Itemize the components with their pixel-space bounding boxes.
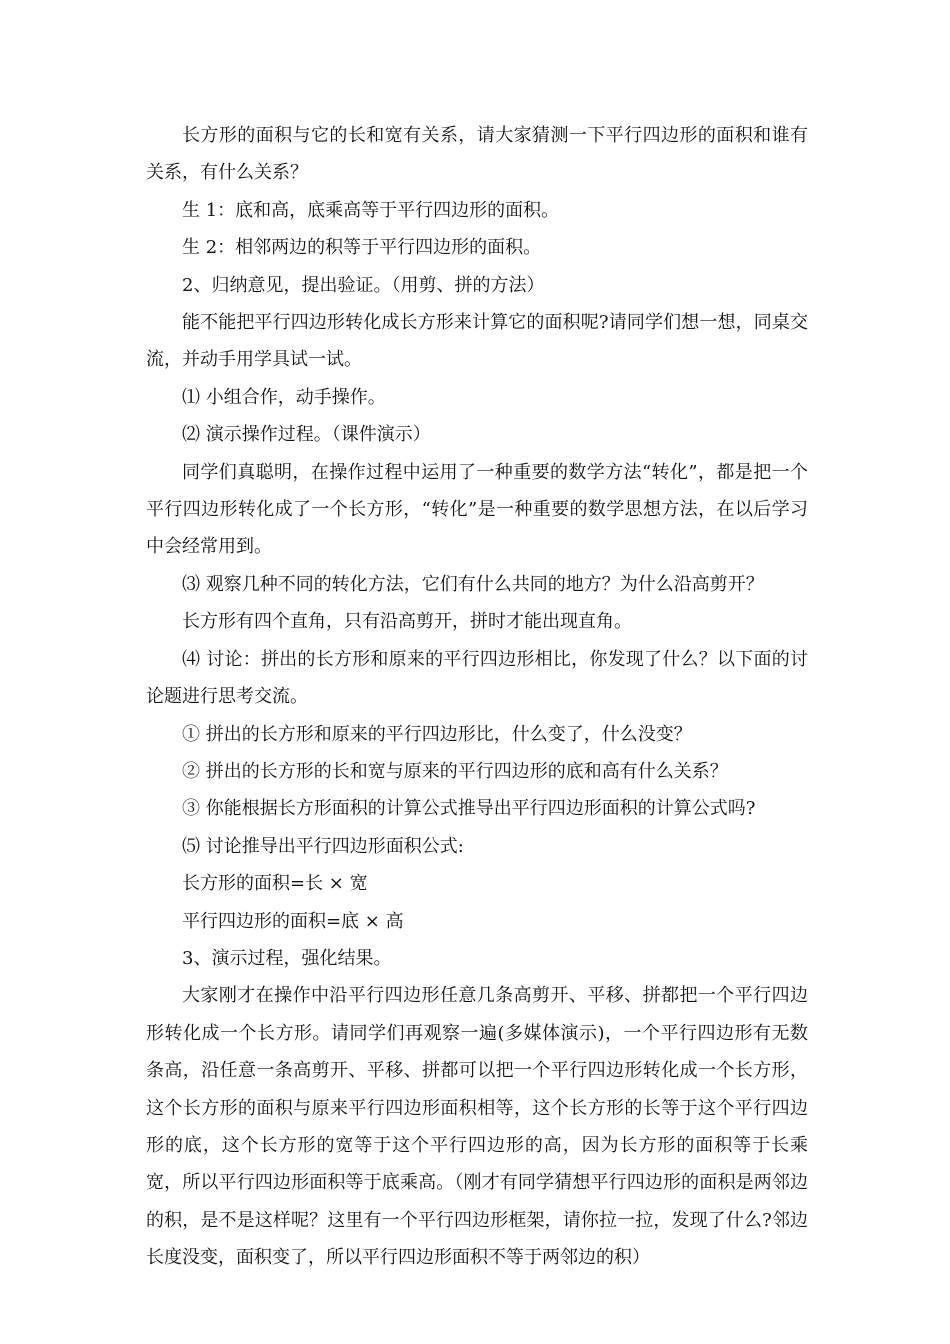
paragraph-student-1: 生 1：底和高，底乘高等于平行四边形的面积。 xyxy=(182,199,560,221)
paragraph-student-2: 生 2：相邻两边的积等于平行四边形的面积。 xyxy=(182,237,542,259)
paragraph-step-2-heading: 2、归纳意见，提出验证。（用剪、拼的方法） xyxy=(182,274,545,296)
paragraph-convert-question: 能不能把平行四边形转化成长方形来计算它的面积呢?请同学们想一想，同桌交流，并动手用学具试一试。 xyxy=(146,312,808,371)
paragraph-discussion-2: ② 拼出的长方形的长和宽与原来的平行四边形的底和高有什么关系？ xyxy=(182,760,728,782)
paragraph-discussion-3: ③ 你能根据长方形面积的计算公式推导出平行四边形面积的计算公式吗? xyxy=(182,798,756,820)
paragraph-summary: 大家刚才在操作中沿平行四边形任意几条高剪开、平移、拼都把一个平行四边形转化成一个长方形。请同学们再观察一遍(多媒体演示)，一个平行四边形有无数条高，沿任意一条高剪开、平移、拼都可以把一个平行四边形转化成一个长方形，这个长方形的面积与原来平行四边形面积相等，这个长方形的长等于这个平行四边形的底，这个长方形的宽等于这个平行四边形的高，因为长方形的面积等于长乘宽，所以平行四边形面积等于底乘高。（刚才有同学猜想平行四边形的面积是两邻边的积，是不是这样呢？这里有一个平行四边形框架，请你拉一拉，发现了什么?邻边长度没变，面积变了，所以平行四边形面积不等于两邻边的积） xyxy=(146,985,808,1269)
paragraph-step-3-heading: 3、演示过程，强化结果。 xyxy=(182,947,392,969)
paragraph-rectangle-formula: 长方形的面积=长 × 宽 xyxy=(182,873,368,895)
paragraph-item-1: ⑴ 小组合作，动手操作。 xyxy=(182,386,386,408)
paragraph-parallelogram-formula: 平行四边形的面积=底 × 高 xyxy=(182,910,404,932)
paragraph-item-2: ⑵ 演示操作过程。（课件演示） xyxy=(182,424,431,446)
paragraph-right-angle: 长方形有四个直角，只有沿高剪开，拼时才能出现直角。 xyxy=(182,611,632,633)
paragraph-discussion-1: ① 拼出的长方形和原来的平行四边形比，什么变了，什么没变？ xyxy=(182,723,692,745)
document-body xyxy=(146,117,808,1277)
paragraph-item-3: ⑶ 观察几种不同的转化方法，它们有什么共同的地方？为什么沿高剪开？ xyxy=(182,573,764,595)
paragraph-item-5: ⑸ 讨论推导出平行四边形面积公式: xyxy=(182,835,464,857)
paragraph-guess-question: 长方形的面积与它的长和宽有关系，请大家猜测一下平行四边形的面积和谁有关系，有什么关系？ xyxy=(146,125,808,184)
paragraph-conversion-method: 同学们真聪明，在操作过程中运用了一种重要的数学方法“转化”，都是把一个平行四边形转化成了一个长方形，“转化”是一种重要的数学思想方法，在以后学习中会经常用到。 xyxy=(146,461,808,558)
paragraph-item-4: ⑷ 讨论：拼出的长方形和原来的平行四边形相比，你发现了什么？以下面的讨论题进行思考交流。 xyxy=(146,648,808,708)
